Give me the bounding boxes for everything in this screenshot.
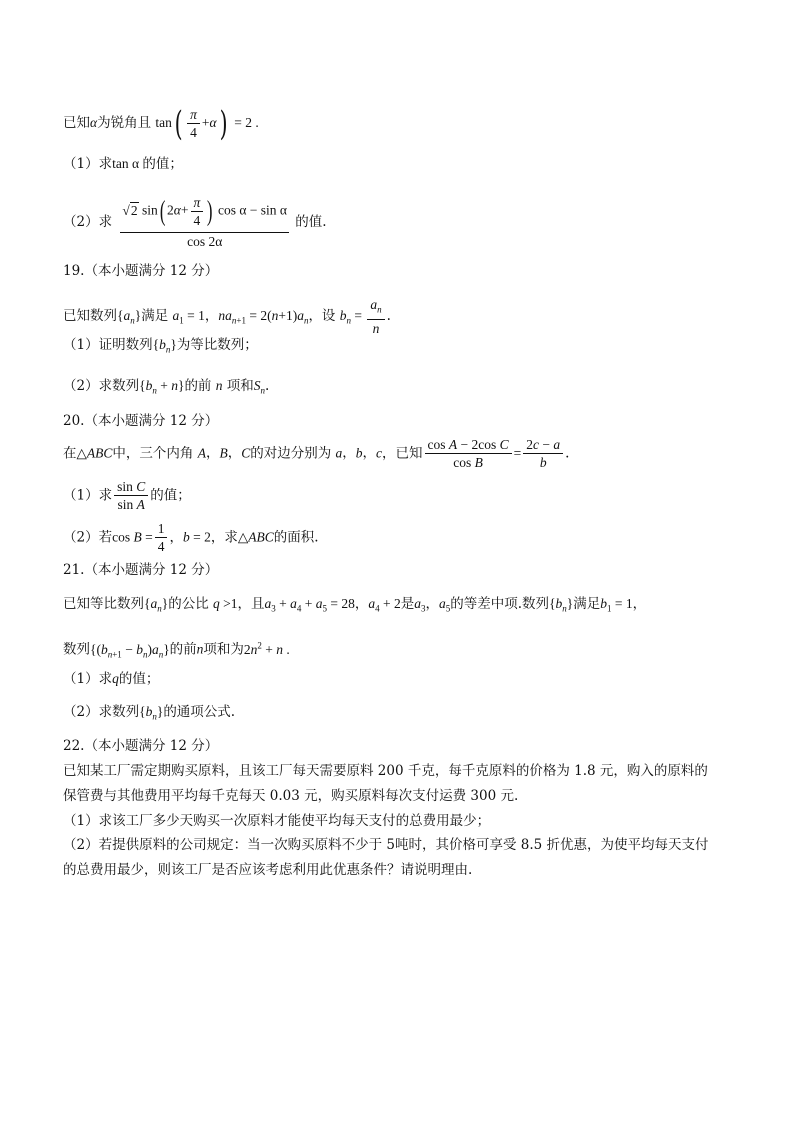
p18-q2 bbox=[63, 194, 327, 250]
p22-line2: 保管费与其他费用平均每千克每天 0.03 元，购买原料每次支付运费 300 元. bbox=[63, 788, 519, 804]
p22-header: 22.（本小题满分 12 分） bbox=[63, 738, 219, 754]
p21-line1: 已知等比数列$\{a_n\}$的公比 q >1，且$a_3 + a_4 + a_5 = 28$，$a_4 + 2$是$a_3$，$a_5$的等差中项.数列$\{b_n\}$满足$b_1 = 1$， bbox=[63, 596, 647, 614]
p20-q2: （2）若cos B = $\frac{1}{4}$ ，b = 2，求△ABC的面积. bbox=[63, 521, 319, 554]
p19-intro: 已知数列$\{a_n\}$满足 $a_1 = 1$，$na_{n+1} = 2(n+1)a_n$，设 $b_n$ = $\frac{a_n}{n}$ . bbox=[63, 297, 391, 336]
p18-q2-fraction: √2 sin( 2α+ $\frac{\pi}{4}$ ) cos α − sin α cos 2α bbox=[122, 195, 287, 249]
p22-line4: （2）若提供原料的公司规定：当一次购买原料不少于 5吨时，其价格可享受 8.5 折优惠，为使平均每天支付 bbox=[63, 837, 709, 853]
p20-intro: 在△ABC中，三个内角 A，B，C的对边分别为 a，b，c，已知 $\frac{\text{cos A − 2cos C}}{\text{cos B}}$ = $\frac{2c - a}{b}$ . bbox=[63, 437, 570, 470]
p19-q2: （2）求数列$\{b_n + n\}$的前 n 项和$S_n$. bbox=[63, 378, 270, 396]
p18-q2-tail: 的值. bbox=[295, 214, 327, 230]
p20-q1: （1）求 $\frac{\text{sin C}}{\text{sin A}}$ 的值； bbox=[63, 479, 191, 512]
p20-header: 20.（本小题满分 12 分） bbox=[63, 413, 219, 429]
p18-pi-over-4: $\frac{\pi}{4}$ bbox=[187, 106, 200, 141]
p18-q2-label: （2）求 bbox=[63, 214, 113, 230]
p19-q1: （1）证明数列$\{b_n\}$为等比数列； bbox=[63, 337, 258, 355]
p18-tan: tan bbox=[155, 115, 172, 130]
p22-line3: （1）求该工厂多少天购买一次原料才能使平均每天支付的总费用最少； bbox=[63, 813, 491, 829]
p21-line2: 数列$\{(b_{n+1} - b_n)a_n\}$的前n项和为$2n^2 + n$ . bbox=[63, 640, 290, 660]
p18-q1-body: tan α 的值； bbox=[112, 156, 183, 171]
p18-q1 bbox=[63, 155, 183, 173]
p22-line1: 已知某工厂需定期购买原料，且该工厂每天需要原料 200 千克，每千克原料的价格为 1.8 元，购入的原料的 bbox=[63, 763, 708, 779]
p21-header: 21.（本小题满分 12 分） bbox=[63, 562, 219, 578]
p18-intro-prefix: 已知 bbox=[63, 115, 90, 131]
p21-q2: （2）求数列$\{b_n\}$的通项公式. bbox=[63, 704, 236, 722]
p21-q1: （1）求q的值； bbox=[63, 671, 160, 687]
p18-eq: = 2 . bbox=[234, 115, 259, 130]
p18-intro-mid: 为锐角且 bbox=[97, 115, 152, 131]
p22-line5: 的总费用最少，则该工厂是否应该考虑利用此优惠条件？请说明理由. bbox=[63, 862, 473, 878]
p19-header: 19.（本小题满分 12 分） bbox=[63, 263, 219, 279]
p18-intro: 已知α为锐角且 tan( $\frac{\pi}{4}$ +α) = 2 . bbox=[63, 103, 259, 144]
p18-q1-label: （1）求 bbox=[63, 156, 113, 172]
